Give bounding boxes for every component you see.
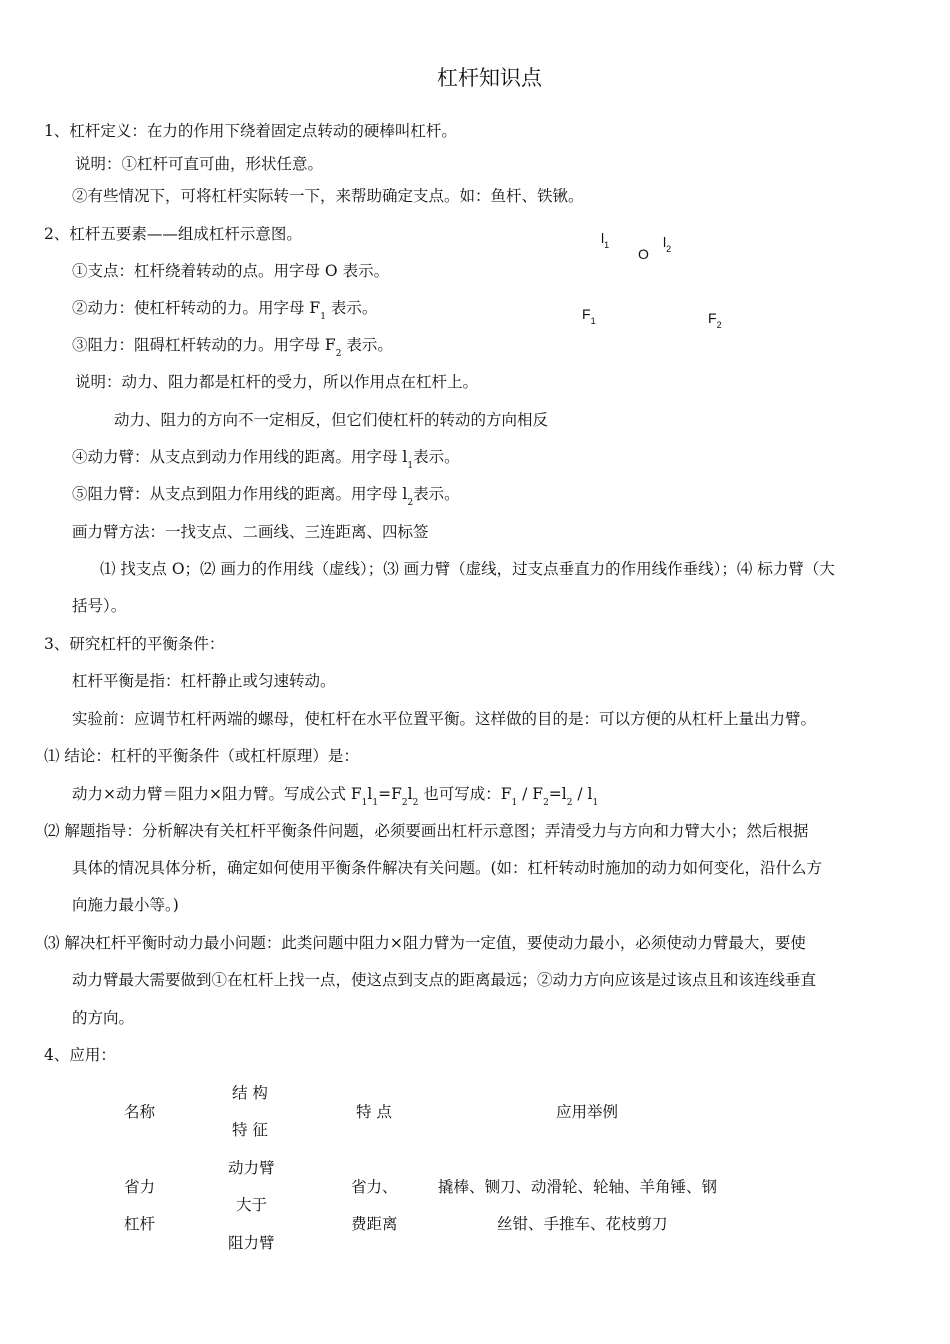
diagram-label-fulcrum: O xyxy=(638,246,649,262)
table-row-1-structure-2: 大于 xyxy=(236,1196,268,1214)
page-title: 杠杆知识点 xyxy=(437,66,542,90)
diagram-label-l1: $l_1$ xyxy=(601,230,610,250)
section-2-note-1: 说明：动力、阻力都是杠杆的受力，所以作用点在杠杆上。 xyxy=(75,373,479,391)
arm-drawing-steps-line-2: 括号）。 xyxy=(72,597,127,615)
diagram-label-f2: $F_2$ xyxy=(708,310,722,330)
table-header-feature: 特 点 xyxy=(356,1103,392,1121)
section-2-heading: 2、杠杆五要素——组成杠杆示意图。 xyxy=(44,225,302,243)
conclusion-1: ⑴ 结论：杠杆的平衡条件（或杠杆原理）是： xyxy=(44,747,359,765)
table-row-1-name-2: 杠杆 xyxy=(124,1215,156,1233)
element-effort-arm: ④动力臂：从支点到动力作用线的距离。用字母 $l_1$表示。 xyxy=(72,448,460,471)
table-header-structure-1: 结 构 xyxy=(232,1084,268,1102)
balance-definition: 杠杆平衡是指：杠杆静止或匀速转动。 xyxy=(72,672,336,690)
pre-experiment: 实验前：应调节杠杆两端的螺母，使杠杆在水平位置平衡。这样做的目的是：可以方便的从杠杆上量出力臂。 xyxy=(72,710,817,728)
balance-formula: 动力×动力臂＝阻力×阻力臂。写成公式 $F_1l_1=F_2l_2$ 也可写成：$F_1 / F_2=l_2 / l_1$ xyxy=(72,785,599,808)
section-1-heading: 1、杠杆定义：在力的作用下绕着固定点转动的硬棒叫杠杆。 xyxy=(44,122,457,140)
element-resistance-arm: ⑤阻力臂：从支点到阻力作用线的距离。用字母 $l_2$表示。 xyxy=(72,485,460,508)
table-header-name: 名称 xyxy=(124,1103,156,1121)
table-row-1-feature-2: 费距离 xyxy=(351,1215,398,1233)
section-1-note-2: ②有些情况下，可将杠杆实际转一下，来帮助确定支点。如：鱼杆、铁锹。 xyxy=(72,187,584,205)
element-resistance: ③阻力：阻碍杠杆转动的力。用字母 $F_2$ 表示。 xyxy=(72,336,393,359)
guidance-line-2: 具体的情况具体分析，确定如何使用平衡条件解决有关问题。(如：杠杆转动时施加的动力如何变化，沿什么方 xyxy=(72,859,823,877)
element-fulcrum: ①支点：杠杆绕着转动的点。用字母 O 表示。 xyxy=(72,262,390,280)
table-row-1-structure-1: 动力臂 xyxy=(228,1159,275,1177)
min-force-line-3: 的方向。 xyxy=(72,1009,135,1027)
section-4-heading: 4、应用： xyxy=(44,1046,116,1064)
min-force-line-1: ⑶ 解决杠杆平衡时动力最小问题：此类问题中阻力×阻力臂为一定值，要使动力最小，必须使动力臂最大，要使 xyxy=(44,934,806,952)
min-force-line-2: 动力臂最大需要做到①在杠杆上找一点，使这点到支点的距离最远；②动力方向应该是过该点且和该连线垂直 xyxy=(72,971,817,989)
table-row-1-examples-1: 撬棒、铡刀、动滑轮、轮轴、羊角锤、钢 xyxy=(438,1178,718,1196)
table-header-examples: 应用举例 xyxy=(556,1103,619,1121)
table-row-1-feature-1: 省力、 xyxy=(351,1178,398,1196)
table-row-1-examples-2: 丝钳、手推车、花枝剪刀 xyxy=(497,1215,668,1233)
table-row-1-structure-3: 阻力臂 xyxy=(228,1234,275,1252)
section-1-note-1: 说明：①杠杆可直可曲，形状任意。 xyxy=(75,155,324,173)
section-2-note-2: 动力、阻力的方向不一定相反，但它们使杠杆的转动的方向相反 xyxy=(114,411,549,429)
diagram-label-f1: $F_1$ xyxy=(582,306,596,326)
section-3-heading: 3、研究杠杆的平衡条件： xyxy=(44,635,225,653)
arm-drawing-steps-line-1: ⑴ 找支点 O；⑵ 画力的作用线（虚线）；⑶ 画力臂（虚线，过支点垂直力的作用线作垂线）；⑷ 标力臂（大 xyxy=(100,560,835,578)
guidance-line-1: ⑵ 解题指导：分析解决有关杠杆平衡条件问题，必须要画出杠杆示意图；弄清受力与方向和力臂大小；然后根据 xyxy=(44,822,809,840)
diagram-label-l2: $l_2$ xyxy=(663,234,672,254)
arm-drawing-method: 画力臂方法：一找支点、二画线、三连距离、四标签 xyxy=(72,523,429,541)
element-effort: ②动力：使杠杆转动的力。用字母 $F_1$ 表示。 xyxy=(72,299,378,322)
guidance-line-3: 向施力最小等。) xyxy=(72,896,179,914)
table-header-structure-2: 特 征 xyxy=(232,1121,268,1139)
table-row-1-name-1: 省力 xyxy=(124,1178,156,1196)
